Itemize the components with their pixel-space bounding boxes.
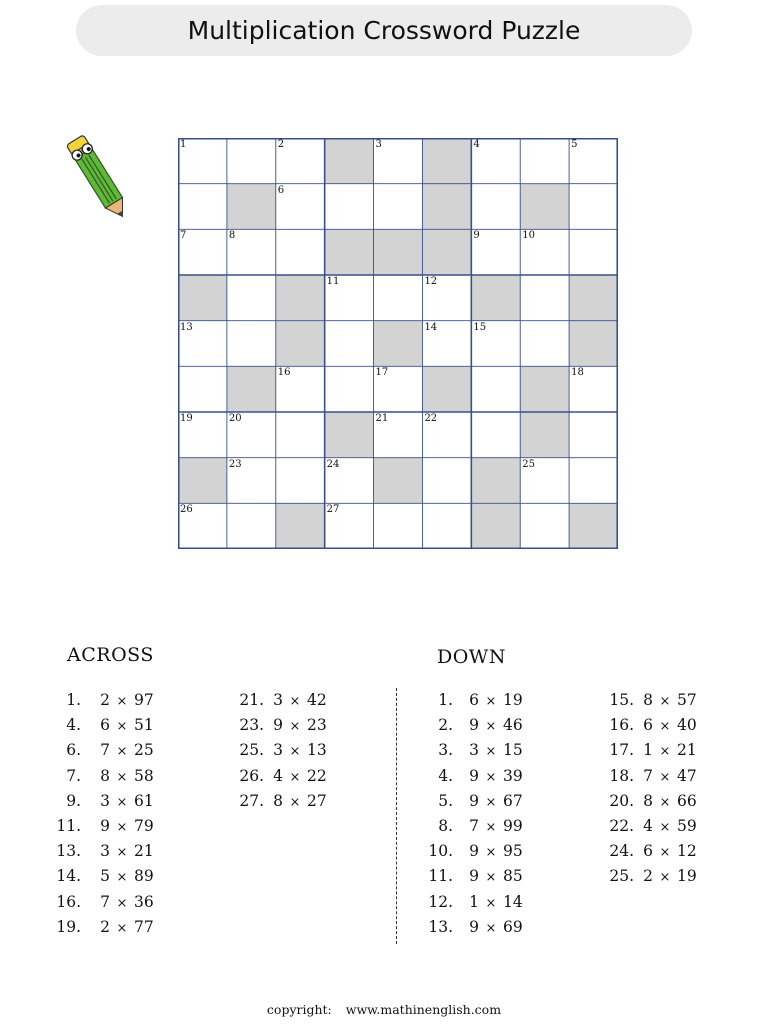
clue-index: 1. [438, 691, 453, 709]
times-symbol: × [289, 719, 301, 735]
clue-number: 5 [571, 139, 578, 150]
times-symbol: × [485, 820, 497, 835]
down-clue [609, 690, 697, 710]
factor-a: 9 [469, 917, 479, 936]
factor-b: 21 [134, 842, 154, 861]
page-title: Multiplication Crossword Puzzle [187, 16, 581, 45]
clue-number: 11 [326, 276, 340, 287]
times-symbol: × [659, 870, 671, 886]
factor-b: 95 [503, 842, 523, 861]
down-clue [609, 740, 697, 760]
factor-b: 22 [307, 766, 327, 785]
down-clue [609, 816, 697, 836]
copyright-label: copyright: [266, 1002, 332, 1017]
factor-b: 89 [134, 867, 154, 886]
clue-index: 11. [56, 817, 81, 835]
factor-a: 3 [469, 741, 479, 760]
times-symbol: × [289, 744, 301, 760]
clue-index: 17. [609, 741, 634, 760]
factor-b: 97 [134, 691, 154, 709]
times-symbol: × [116, 895, 128, 911]
clue-index: 12. [428, 892, 453, 911]
factor-b: 79 [134, 817, 154, 835]
across-clue [56, 841, 154, 861]
factor-b: 19 [677, 867, 697, 886]
factor-a: 7 [469, 817, 479, 835]
factor-a: 4 [273, 766, 283, 785]
down-clue [438, 715, 523, 735]
times-symbol: × [485, 719, 497, 735]
factor-a: 4 [643, 817, 653, 835]
clue-number: 7 [180, 230, 187, 242]
factor-b: 46 [503, 716, 523, 735]
times-symbol: × [116, 920, 128, 936]
times-symbol: × [659, 845, 671, 861]
factor-b: 14 [503, 892, 523, 911]
factor-a: 9 [273, 716, 283, 735]
grid-lines [178, 138, 618, 549]
times-symbol: × [116, 744, 128, 760]
factor-a: 9 [469, 867, 479, 886]
column-divider [396, 688, 397, 944]
factor-a: 9 [469, 716, 479, 735]
across-clue [239, 690, 327, 710]
times-symbol: × [485, 895, 497, 911]
clue-number: 22 [424, 413, 438, 424]
pencil-mascot-icon [66, 124, 138, 228]
times-symbol: × [485, 920, 497, 936]
clue-number: 4 [473, 139, 480, 150]
factor-a: 8 [273, 791, 283, 810]
factor-b: 77 [134, 917, 154, 936]
clue-index: 4. [66, 716, 81, 735]
factor-a: 2 [100, 917, 110, 936]
factor-b: 15 [503, 741, 523, 760]
clue-index: 8. [438, 817, 453, 835]
clue-number: 2 [277, 139, 285, 150]
clue-number: 16 [277, 367, 291, 379]
times-symbol: × [485, 744, 497, 760]
clue-index: 23. [239, 716, 264, 735]
factor-a: 9 [469, 842, 479, 861]
down-clue [609, 791, 697, 811]
times-symbol: × [116, 769, 128, 785]
clue-index: 1. [66, 691, 81, 709]
factor-a: 8 [100, 766, 110, 785]
clue-index: 18. [609, 766, 634, 785]
times-symbol: × [116, 820, 128, 835]
factor-b: 69 [503, 917, 523, 936]
factor-a: 7 [100, 892, 110, 911]
times-symbol: × [289, 694, 301, 709]
across-heading: ACROSS [67, 644, 154, 666]
clue-index: 9. [66, 791, 81, 810]
factor-b: 39 [503, 766, 523, 785]
times-symbol: × [289, 769, 301, 785]
factor-b: 21 [677, 741, 697, 760]
across-clue [66, 740, 154, 760]
clue-number: 26 [180, 504, 193, 516]
clue-number: 21 [375, 413, 389, 424]
clue-number: 24 [326, 458, 340, 470]
clue-number: 25 [522, 458, 535, 470]
times-symbol: × [485, 870, 497, 886]
clue-number: 8 [228, 230, 236, 242]
times-symbol: × [659, 794, 671, 810]
clue-index: 6. [66, 741, 81, 760]
factor-b: 42 [307, 691, 327, 709]
times-symbol: × [659, 719, 671, 735]
times-symbol: × [116, 845, 128, 861]
factor-a: 3 [100, 791, 110, 810]
factor-a: 9 [469, 791, 479, 810]
across-clue [239, 715, 327, 735]
down-clue [609, 715, 697, 735]
factor-a: 6 [469, 691, 479, 709]
factor-a: 6 [643, 716, 653, 735]
across-clue [56, 892, 154, 912]
factor-b: 66 [677, 791, 697, 810]
down-clue [428, 866, 523, 886]
clue-index: 21. [239, 691, 264, 709]
clue-number: 3 [375, 139, 382, 150]
factor-b: 47 [677, 766, 697, 785]
across-clue [66, 690, 154, 710]
factor-a: 9 [469, 766, 479, 785]
down-clue [609, 766, 697, 786]
factor-a: 9 [100, 817, 110, 835]
across-clue [66, 791, 154, 811]
across-clue [66, 766, 154, 786]
times-symbol: × [659, 744, 671, 760]
down-clue [609, 866, 697, 886]
factor-b: 67 [503, 791, 523, 810]
crossword-grid [178, 138, 618, 549]
factor-b: 59 [677, 817, 697, 835]
factor-a: 1 [643, 741, 653, 760]
factor-a: 8 [643, 791, 653, 810]
factor-b: 99 [503, 817, 523, 835]
clue-index: 27. [239, 791, 264, 810]
factor-b: 36 [134, 892, 154, 911]
clue-number: 13 [180, 321, 193, 333]
factor-b: 13 [307, 741, 327, 760]
clue-number: 6 [277, 184, 285, 196]
across-clue [56, 816, 154, 836]
factor-a: 3 [273, 691, 283, 709]
down-heading: DOWN [437, 646, 506, 668]
down-clue [428, 892, 523, 912]
down-clue [438, 816, 523, 836]
clue-number: 17 [375, 367, 389, 379]
factor-b: 57 [677, 691, 697, 709]
factor-a: 5 [100, 867, 110, 886]
across-clue [56, 866, 154, 886]
times-symbol: × [485, 769, 497, 785]
clue-index: 22. [609, 817, 634, 835]
times-symbol: × [116, 870, 128, 886]
copyright-footer [0, 1002, 768, 1017]
factor-a: 2 [100, 691, 110, 709]
clue-index: 16. [56, 892, 81, 911]
factor-a: 8 [643, 691, 653, 709]
clue-index: 20. [609, 791, 634, 810]
factor-a: 7 [643, 766, 653, 785]
factor-a: 3 [100, 842, 110, 861]
clue-index: 15. [609, 691, 634, 709]
times-symbol: × [485, 794, 497, 810]
clue-index: 5. [438, 791, 453, 810]
times-symbol: × [659, 820, 671, 835]
clue-number: 19 [180, 413, 193, 424]
clue-number: 15 [473, 321, 487, 333]
clue-index: 24. [609, 842, 634, 861]
down-clue [438, 791, 523, 811]
clue-index: 16. [609, 716, 634, 735]
times-symbol: × [659, 694, 671, 709]
clue-index: 4. [438, 766, 453, 785]
across-clue [56, 917, 154, 937]
clue-index: 7. [66, 766, 81, 785]
factor-a: 3 [273, 741, 283, 760]
factor-b: 23 [307, 716, 327, 735]
down-clue [438, 690, 523, 710]
clue-number: 10 [522, 230, 535, 242]
down-clue [428, 917, 523, 937]
clue-number: 14 [424, 321, 438, 333]
times-symbol: × [116, 794, 128, 810]
clue-number: 23 [228, 458, 242, 470]
factor-a: 7 [100, 741, 110, 760]
factor-a: 6 [643, 842, 653, 861]
across-clue [239, 766, 327, 786]
down-clue [428, 841, 523, 861]
factor-b: 58 [134, 766, 154, 785]
clue-number: 18 [571, 367, 584, 379]
factor-b: 25 [134, 741, 154, 760]
clue-index: 26. [239, 766, 264, 785]
times-symbol: × [116, 719, 128, 735]
factor-b: 19 [503, 691, 523, 709]
across-clue [66, 715, 154, 735]
factor-b: 61 [134, 791, 154, 810]
factor-b: 27 [307, 791, 327, 810]
clue-index: 11. [428, 867, 453, 886]
times-symbol: × [485, 694, 497, 709]
clue-number: 20 [228, 413, 242, 424]
clue-index: 13. [428, 917, 453, 936]
title-banner [76, 5, 692, 56]
across-clue [239, 740, 327, 760]
factor-b: 85 [503, 867, 523, 886]
down-clue [438, 740, 523, 760]
factor-a: 1 [469, 892, 479, 911]
clue-index: 19. [56, 917, 81, 936]
clue-index: 10. [428, 842, 453, 861]
times-symbol: × [659, 769, 671, 785]
factor-b: 51 [134, 716, 154, 735]
clue-index: 3. [438, 741, 453, 760]
copyright-url: www.mathinenglish.com [345, 1002, 502, 1017]
clue-index: 14. [56, 867, 81, 886]
factor-b: 40 [677, 716, 697, 735]
clue-number: 12 [424, 276, 438, 287]
across-clue [239, 791, 327, 811]
clue-number: 9 [473, 230, 480, 242]
clue-index: 13. [56, 842, 81, 861]
clue-number: 27 [326, 504, 340, 516]
factor-b: 12 [677, 842, 697, 861]
down-clue [609, 841, 697, 861]
times-symbol: × [116, 694, 128, 709]
clue-index: 25. [609, 867, 634, 886]
factor-a: 2 [643, 867, 653, 886]
times-symbol: × [485, 845, 497, 861]
times-symbol: × [289, 794, 301, 810]
clue-number: 1 [180, 139, 187, 150]
clue-index: 25. [239, 741, 264, 760]
down-clue [438, 766, 523, 786]
factor-a: 6 [100, 716, 110, 735]
clue-index: 2. [438, 716, 453, 735]
